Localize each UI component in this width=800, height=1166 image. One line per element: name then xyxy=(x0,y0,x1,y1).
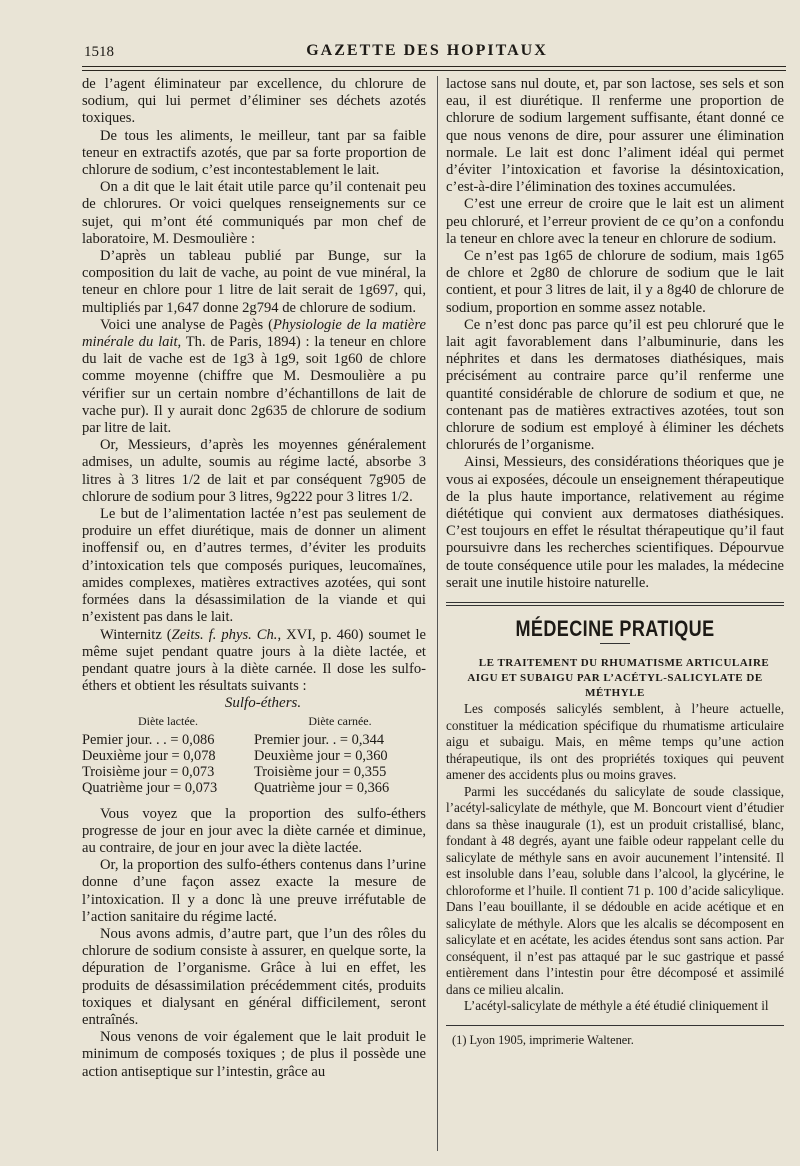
section-rule xyxy=(446,602,784,603)
text-run: , XVI, p. 460) soumet le même sujet pendant quatre jours à la diète lactée, et pendant quatre jours à la diète carnée. Il dose les sulfo-éthers et obtient les résultats suivants : xyxy=(82,626,426,695)
column-header: Diète carnée. xyxy=(308,713,372,728)
paragraph: C’est une erreur de croire que le lait est un aliment peu chloruré, et l’erreur provient de ce qu’on a confondu la teneur en chlore avec la teneur en chlorure de sodium. xyxy=(446,196,784,247)
table-cell: Deuxième jour = 0,360 xyxy=(254,747,388,764)
table-cell: Premier jour. . = 0,344 xyxy=(254,731,385,748)
article-title: LE TRAITEMENT DU RHUMATISME ARTICULAIRE AIGU ET SUBAIGU PAR L’ACÉTYL-SALICYLATE DE MÉTHYLE xyxy=(467,657,770,700)
paragraph: Nous avons admis, d’autre part, que l’un des rôles du chlorure de sodium consiste à assurer, en quelque sorte, la dépuration de l’organisme. Grâce à lui en effet, les produits de désassimilation précédemment cités, produits toxiques et dialysant en général difficilement, seront entraînés. xyxy=(82,925,426,1028)
table-row xyxy=(82,780,426,796)
table-row xyxy=(82,764,426,780)
paragraph: D’après un tableau publié par Bunge, sur la composition du lait de vache, au point de vue minéral, la teneur en chlore pour 1 litre de lait serait de 1g697, qui, multipliés par 1,647 donne 2g794 de chlorure de sodium. xyxy=(82,248,426,316)
table-row xyxy=(82,732,426,748)
section-rule-thick xyxy=(446,605,784,606)
section-title: MÉDECINE PRATIQUE xyxy=(515,616,715,642)
paragraph xyxy=(82,317,426,437)
page-number: 1518 xyxy=(84,44,114,60)
column-header: Diète lactée. xyxy=(138,713,198,728)
text-run: Winternitz ( xyxy=(100,626,172,643)
short-rule xyxy=(600,643,630,644)
paragraph: Ce n’est donc pas parce qu’il est peu chloruré que le lait agit favorablement dans l’albuminurie, dans les néphrites et dans les dermatoses diathésiques, mais précisément au contraire parce qu’il renferme une quantité considérable de chlorure de sodium et que, ne contenant pas de matières extractives azotées, tout son chlorure de sodium est employé à éliminer les déchets chlorurés de l’organisme. xyxy=(446,316,784,454)
table-cell: Troisième jour = 0,355 xyxy=(254,763,387,780)
table-cell: Quatrième jour = 0,073 xyxy=(82,779,218,796)
column-divider xyxy=(437,76,438,1151)
page-header xyxy=(78,38,776,64)
table-cell: Quatrième jour = 0,366 xyxy=(254,779,390,796)
paragraph: de l’agent éliminateur par excellence, du chlorure de sodium, qui lui permet d’éliminer ses déchets azotés toxiques. xyxy=(82,76,426,127)
paragraph: De tous les aliments, le meilleur, tant par sa faible teneur en extractifs azotés, que par sa forte proportion de chlorure de sodium, c’est incontestablement le lait. xyxy=(82,127,426,179)
paragraph: On a dit que le lait était utile parce qu’il contenait peu de chlorures. Or voici quelques renseignements sur ce sujet, qui m’ont été communiqués par mon chef de laboratoire, M. Desmoulière : xyxy=(82,179,426,247)
paragraph: Nous venons de voir également que le lait produit le minimum de composés toxiques ; de plus il possède une action antiseptique sur l’intestin, grâce au xyxy=(82,1029,426,1080)
running-title: GAZETTE DES HOPITAUX xyxy=(306,42,548,59)
paragraph: Ainsi, Messieurs, des considérations théoriques que je vous ai exposées, découle un enseignement thérapeutique de la plus haute importance, relativement au régime diététique qui convient aux dermatoses diathésiques. C’est toujours en effet le résultat thérapeutique qu’il faut poursuivre dans les recherches scientifiques. Dépourvue de toute conséquence utile pour les malades, la médecine serait une inutile histoire naturelle. xyxy=(446,454,784,591)
footnote: (1) Lyon 1905, imprimerie Waltener. xyxy=(452,1032,634,1047)
paragraph: Parmi les succédanés du salicylate de soude classique, l’acétyl-salicylate de méthyle, que M. Boncourt vient d’étudier dans sa thèse inaugurale (1), est un produit cristallisé, blanc, fondant à 48 degrés, ayant une faible odeur rappelant celle du salicylate de méthyle sans en avoir aucunement l’intensité. Il est insoluble dans l’eau, soluble dans l’alcool, la glycérine, le chloroforme et l’huile. Il contient 71 p. 100 d’acide salicylique. Dans l’eau bouillante, il se dédouble en acide acétique et en salicylate de méthyle. Alors que les alcalis se décomposent en salicylate et en acétate, les acides étendus sont sans action. Par conséquent, il n’est pas attaqué par le suc gastrique et passé entièrement dans l’intestin pour être décomposé et assimilé dans ce milieu alcalin. xyxy=(446,783,784,997)
sulfo-ethers-table xyxy=(82,713,426,796)
table-row xyxy=(82,748,426,764)
table-cell: Deuxième jour = 0,078 xyxy=(82,747,216,764)
paragraph: Vous voyez que la proportion des sulfo-éthers progresse de jour en jour avec la diète carnée et diminue, au contraire, de jour en jour avec la diète lactée. xyxy=(82,805,426,856)
header-rule xyxy=(82,66,786,67)
paragraph: Or, la proportion des sulfo-éthers contenus dans l’urine donne d’une façon assez exacte la mesure de l’intoxication. Il y a donc là une preuve irréfutable de l’action sanitaire du régime lacté. xyxy=(82,857,426,925)
right-column xyxy=(446,76,784,1048)
footnote-rule xyxy=(446,1025,784,1026)
paragraph: Or, Messieurs, d’après les moyennes généralement admises, un adulte, soumis au régime lacté, absorbe 3 litres à 3 litres 1/2 de lait et par conséquent 7g905 de chlorure de sodium pour 3 litres, 9g222 pour 3 litres 1/2. xyxy=(82,437,426,505)
text-run: , Th. de Paris, 1894) : la teneur en chlore du lait de vache est de 1g3 à 1g9, soit 1g60 de chlore comme moyenne (chiffre que M. Desmoulière a pu vérifier sur un certain nombre d’échantillons de lait de vache pur). Il y aurait donc 2g635 de chlorure de sodium par litre de lait. xyxy=(82,334,426,437)
paragraph: Ce n’est pas 1g65 de chlorure de sodium, mais 1g65 de chlore et 2g80 de chlorure de sodium que le lait contient, et pour 3 litres de lait, il y a 8g40 de chlorure de sodium, proportion en somme assez notable. xyxy=(446,248,784,316)
table-cell: Pemier jour. . . = 0,086 xyxy=(82,731,215,748)
header-rule-thin xyxy=(82,70,786,71)
paragraph: lactose sans nul doute, et, par son lactose, ses sels et son eau, il est diurétique. Il renferme une proportion de chlorure de sodium largement suffisante, étant donné ce que nous venons de dire, pour assurer une élimination normale. Le lait est donc l’aliment idéal qui permet d’éviter l’intoxication et favorise la désintoxication, c’est-à-dire l’élimination des toxines accumulées. xyxy=(446,76,784,196)
cited-title: Physiologie de la matière minérale du lait xyxy=(82,316,427,351)
paragraph: Le but de l’alimentation lactée n’est pas seulement de produire un effet diurétique, mais de donner un aliment inoffensif ou, en d’autres termes, d’éviter les produits d’intoxication tels que composés puriques, leucomaïnes, amides complexes, matières extractives azotées, qui sont formées dans la désassimilation de la viande et qui n’existent pas dans le lait. xyxy=(82,506,426,626)
cited-journal: Zeits. f. phys. Ch. xyxy=(171,626,278,643)
table-title: Sulfo-éthers. xyxy=(224,695,302,712)
text-run: Voici une analyse de Pagès ( xyxy=(100,316,273,333)
left-column xyxy=(82,76,426,1081)
paragraph: Les composés salicylés semblent, à l’heure actuelle, constituer la médication spécifique du rhumatisme articulaire aigu et subaigu. Mais, en même temps qu’une action thérapeutique, ils ont des propriétés toxiques qui peuvent amener des accidents plus ou moins graves. xyxy=(446,701,784,783)
paragraph xyxy=(82,627,426,696)
table-cell: Troisième jour = 0,073 xyxy=(82,763,215,780)
paragraph: L’acétyl-salicylate de méthyle a été étudié cliniquement il xyxy=(464,998,769,1014)
